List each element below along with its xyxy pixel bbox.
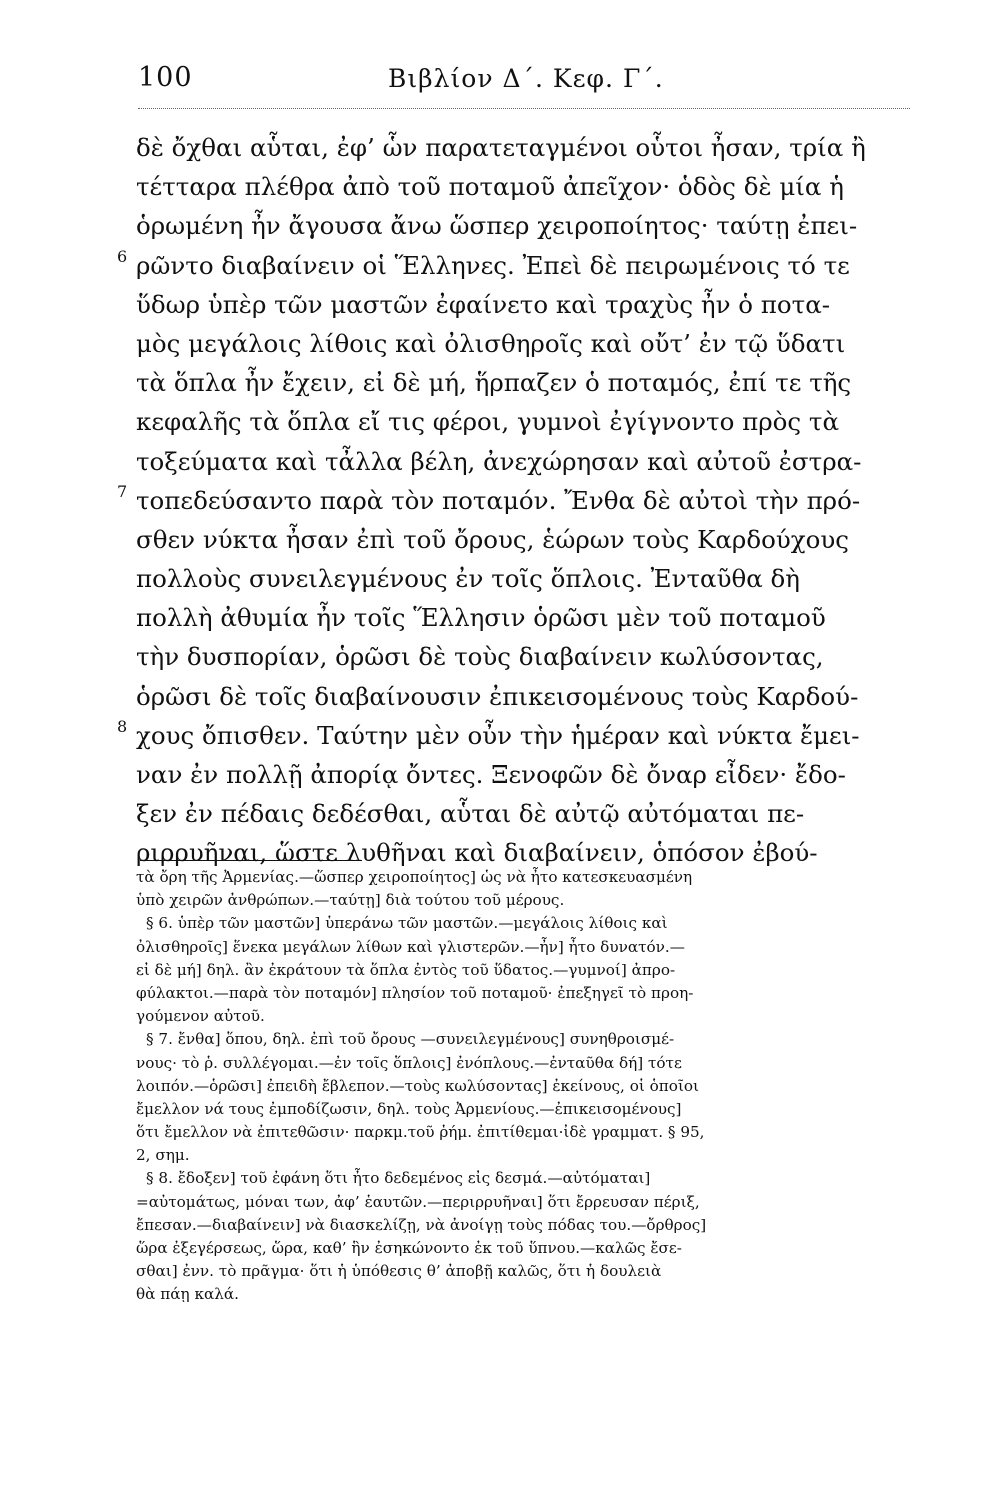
footnote-line: § 8. ἔδοξεν] τοῦ ἐφάνη ὅτι ἦτο δεδεμένος εἰς δεσμά.—αὐτόμαται] (146, 1169, 651, 1188)
line-text: ξεν ἐν πέδαις δεδέσθαι, αὗται δὲ αὐτῷ αὐτόμαται πε- (136, 799, 805, 829)
footnote-line: 2, σημ. (136, 1146, 190, 1165)
text-line (136, 402, 926, 441)
text-line (136, 677, 926, 716)
footnote-line: =αὐτομάτως, μόναι των, ἀφ’ ἑαυτῶν.—περιρρυῆναι] ὅτι ἔρρευσαν πέριξ, (136, 1192, 700, 1211)
footnote-line: γούμενον αὐτοῦ. (136, 1007, 265, 1026)
header-rule (138, 108, 910, 109)
footnote-line: φύλακτοι.—παρὰ τὸν ποταμόν] πλησίον τοῦ ποταμοῦ· ἐπεξηγεῖ τὸ προη- (136, 983, 694, 1002)
text-line (136, 206, 926, 245)
main-text (117, 128, 926, 873)
text-line (136, 363, 926, 402)
running-head: Βιβλίον Δ΄. Κεφ. Γ΄. (388, 64, 664, 93)
line-text: ὁρωμένη ἦν ἄγουσα ἄνω ὥσπερ χειροποίητος· ταύτῃ ἐπει- (136, 211, 858, 241)
footnote-line: ὅτι ἔμελλον νὰ ἐπιτεθῶσιν· παρκμ.τοῦ ῥήμ. ἐπιτίθεμαι·ἰδὲ γραμματ. § 95, (136, 1123, 705, 1142)
text-line (117, 246, 926, 285)
text-line (136, 755, 926, 794)
text-line (136, 559, 926, 598)
line-text: τὴν δυσπορίαν, ὁρῶσι δὲ τοὺς διαβαίνειν κωλύσοντας, (136, 642, 824, 672)
line-text: ναν ἐν πολλῇ ἀπορίᾳ ὄντες. Ξενοφῶν δὲ ὄναρ εἶδεν· ἔδο- (136, 760, 846, 789)
text-line (136, 324, 926, 363)
footnote-line: ἔπεσαν.—διαβαίνειν] νὰ διασκελίζῃ, νὰ ἀνοίγῃ τοὺς πόδας του.—ὄρθρος] (136, 1215, 707, 1234)
footnote-line: τὰ ὄρη τῆς Ἀρμενίας.—ὥσπερ χειροποίητος] ὡς νὰ ἦτο κατεσκευασμένη (136, 868, 693, 886)
text-line (136, 442, 926, 481)
line-text: δὲ ὄχθαι αὗται, ἐφ’ ὧν παρατεταγμένοι οὗτοι ἦσαν, τρία ἢ (136, 133, 866, 162)
text-line (136, 637, 926, 676)
page-number: 100 (138, 62, 193, 93)
line-text: πολλοὺς συνειλεγμένους ἐν τοῖς ὅπλοις. Ἐνταῦθα δὴ (136, 564, 800, 594)
footnote-line: εἰ δὲ μή] δηλ. ἂν ἐκράτουν τὰ ὅπλα ἐντὸς τοῦ ὕδατος.—γυμνοί] ἀπρο- (136, 960, 676, 979)
footnote-line: λοιπόν.—ὁρῶσι] ἐπειδὴ ἔβλεπον.—τοὺς κωλύσοντας] ἐκείνους, οἱ ὁποῖοι (136, 1076, 700, 1095)
line-text: ὕδωρ ὑπὲρ τῶν μαστῶν ἐφαίνετο καὶ τραχὺς ἦν ὁ ποτα- (136, 289, 831, 319)
line-text: τὰ ὅπλα ἦν ἔχειν, εἰ δὲ μή, ἥρπαζεν ὁ ποταμός, ἐπί τε τῆς (136, 368, 852, 398)
line-text: τέτταρα πλέθρα ἀπὸ τοῦ ποταμοῦ ἀπεῖχον· ὁδὸς δὲ μία ἡ (136, 172, 844, 202)
section-number: 6 (117, 246, 128, 266)
section-number: 7 (117, 481, 128, 501)
footnote-line: ὑπὸ χειρῶν ἀνθρώπων.—ταύτῃ] διὰ τούτου τοῦ μέρους. (136, 891, 565, 910)
text-line (136, 520, 926, 559)
text-line (136, 128, 926, 167)
text-line (117, 481, 926, 520)
text-line (117, 716, 926, 755)
footnote-line: ὥρα ἐξεγέρσεως, ὥρα, καθ’ ἣν ἐσηκώνοντο ἐκ τοῦ ὕπνου.—καλῶς ἔσε- (136, 1239, 682, 1257)
footnote-line: ὀλισθηροῖς] ἕνεκα μεγάλων λίθων καὶ γλιστερῶν.—ἦν] ἦτο δυνατόν.— (136, 937, 685, 956)
line-text: τοξεύματα καὶ τἆλλα βέλη, ἀνεχώρησαν καὶ αὐτοῦ ἐστρα- (136, 446, 862, 476)
line-text: μὸς μεγάλοις λίθοις καὶ ὀλισθηροῖς καὶ οὔτ’ ἐν τῷ ὕδατι (136, 328, 846, 358)
text-line (136, 794, 926, 833)
footnote-line: νους· τὸ ῥ. συλλέγομαι.—ἐν τοῖς ὅπλοις] ἐνόπλους.—ἐνταῦθα δή] τότε (136, 1053, 682, 1072)
footnote-line: σθαι] ἐνν. τὸ πρᾶγμα· ὅτι ἡ ὑπόθεσις θ’ ἀποβῇ καλῶς, ὅτι ἡ δουλειὰ (136, 1262, 662, 1281)
footnote-rule (140, 860, 362, 861)
line-text: χους ὄπισθεν. Ταύτην μὲν οὖν τὴν ἡμέραν καὶ νύκτα ἔμει- (136, 720, 860, 750)
footnote-line: ἔμελλον νά τους ἐμποδίζωσιν, δηλ. τοὺς Ἀρμενίους.—ἐπικεισομένους] (136, 1099, 682, 1118)
line-text: ρῶντο διαβαίνειν οἱ Ἕλληνες. Ἐπεὶ δὲ πειρωμένοις τό τε (136, 250, 850, 280)
page-header (138, 62, 908, 102)
text-line (136, 167, 926, 206)
line-text: κεφαλῆς τὰ ὅπλα εἴ τις φέροι, γυμνοὶ ἐγίγνοντο πρὸς τὰ (136, 407, 839, 437)
text-line (136, 285, 926, 324)
line-text: πολλὴ ἀθυμία ἦν τοῖς Ἕλλησιν ὁρῶσι μὲν τοῦ ποταμοῦ (136, 603, 826, 633)
line-text: τοπεδεύσαντο παρὰ τὸν ποταμόν. Ἔνθα δὲ αὐτοὶ τὴν πρό- (136, 485, 861, 515)
line-text: ὁρῶσι δὲ τοῖς διαβαίνουσιν ἐπικεισομένους τοὺς Καρδού- (136, 681, 859, 711)
text-line (136, 598, 926, 637)
footnote-line: θὰ πάῃ καλά. (136, 1285, 239, 1304)
footnote-line: § 7. ἔνθα] ὅπου, δηλ. ἐπὶ τοῦ ὄρους —συνειλεγμένους] συνηθροισμέ- (146, 1030, 675, 1049)
section-number: 8 (117, 716, 128, 736)
line-text: σθεν νύκτα ἦσαν ἐπὶ τοῦ ὄρους, ἑώρων τοὺς Καρδούχους (136, 524, 849, 554)
line-text: ριρρυῆναι, ὥστε λυθῆναι καὶ διαβαίνειν, ὁπόσον ἐβού- (136, 838, 818, 868)
footnote-line: § 6. ὑπὲρ τῶν μαστῶν] ὑπεράνω τῶν μαστῶν.—μεγάλοις λίθοις καὶ (146, 914, 668, 933)
footnotes (136, 866, 926, 1307)
